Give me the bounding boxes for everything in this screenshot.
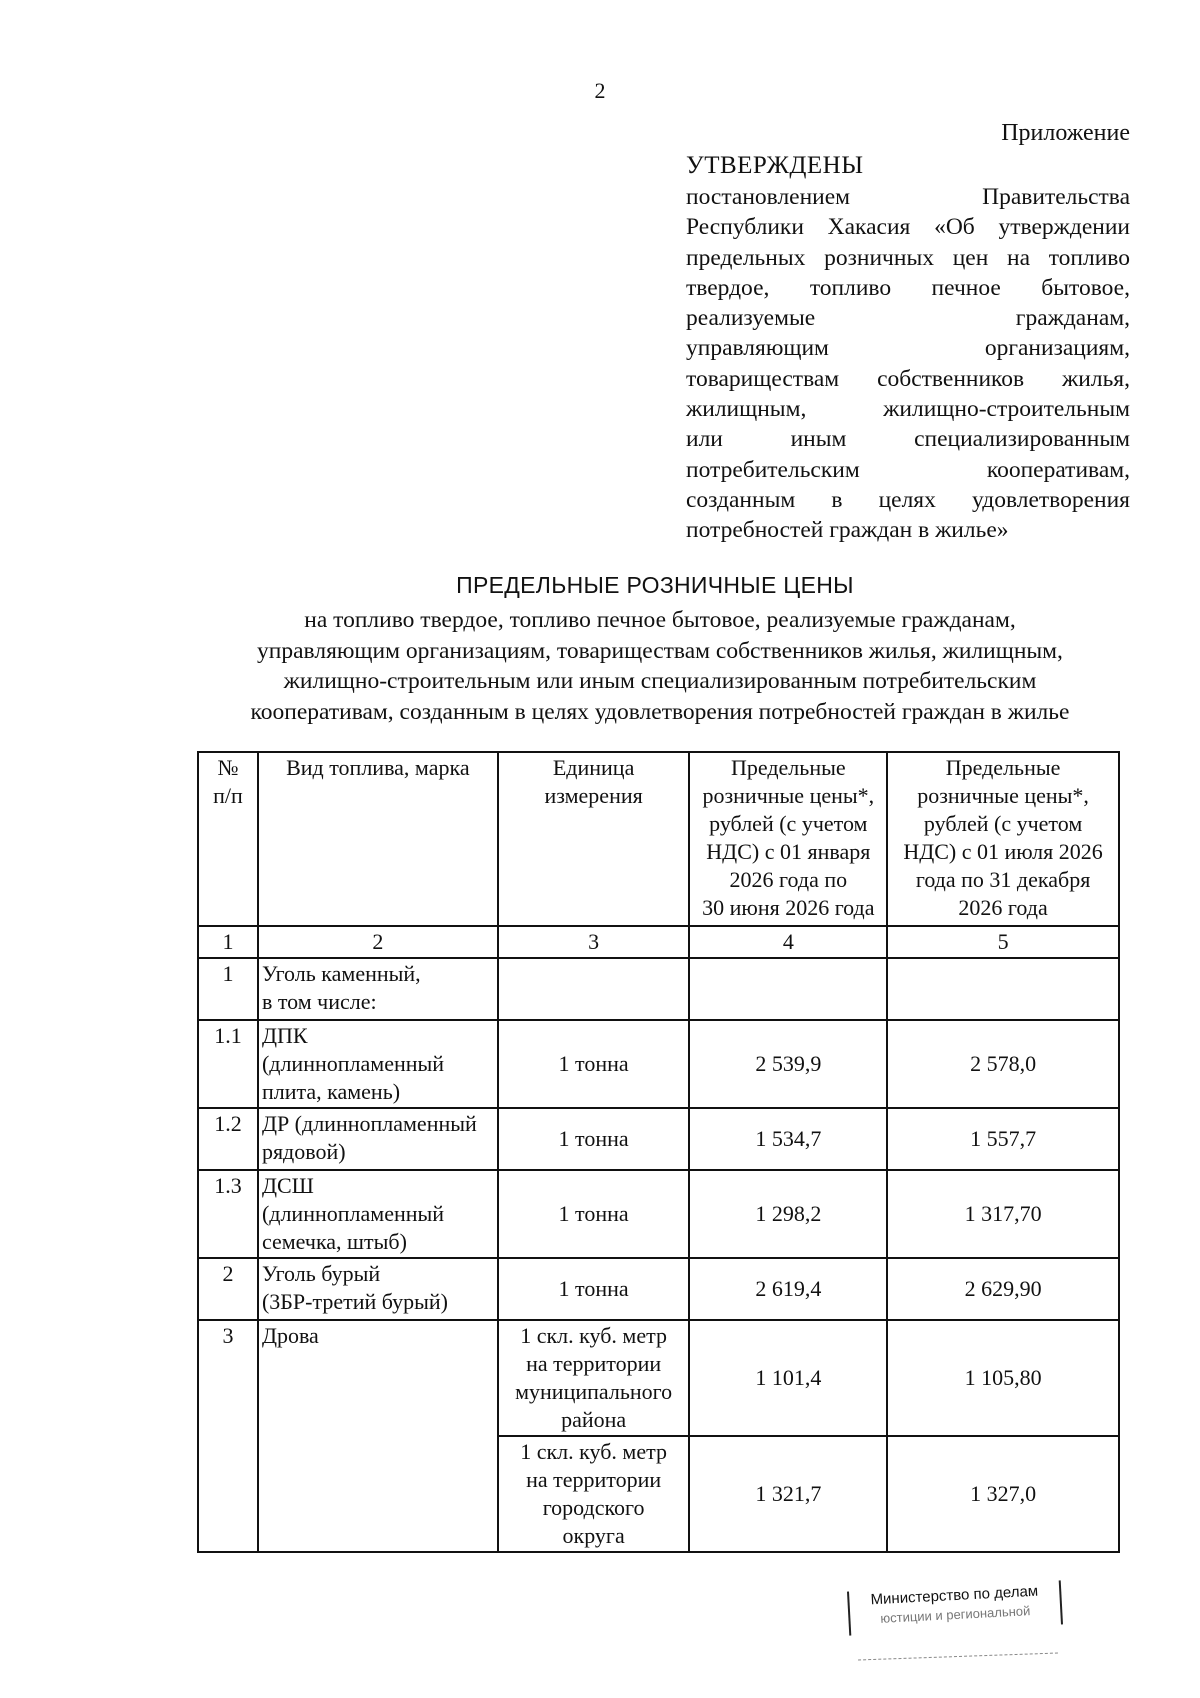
resolution-line: или иным специализированным [686, 426, 1130, 453]
fuel-name-line: ДСШ [261, 1173, 314, 1198]
stamp-line: юстиции и региональной [880, 1603, 1031, 1626]
header-number [198, 752, 258, 926]
document-subtitle [180, 605, 1140, 727]
header-text: 2026 года по [729, 867, 848, 892]
table-row [198, 1258, 1119, 1320]
column-number: 5 [887, 926, 1119, 958]
column-number-row [198, 926, 1119, 958]
header-text: 30 июня 2026 года [702, 895, 875, 920]
resolution-line: товариществам собственников жилья, [686, 365, 1130, 392]
fuel-name-line: ДПК [261, 1023, 308, 1048]
price-second-half: 1 327,0 [887, 1436, 1119, 1552]
fuel-name-line: семечка, штыб) [261, 1229, 407, 1254]
row-number: 1.1 [198, 1020, 258, 1108]
subtitle-line: на топливо твердое, топливо печное бытовое, реализуемые гражданам, [304, 607, 1016, 633]
header-text: рублей (с учетом [923, 811, 1083, 836]
unit-line: района [561, 1407, 627, 1432]
unit-cell: 1 тонна [498, 1020, 690, 1108]
column-number: 2 [258, 926, 498, 958]
price-second-half: 1 557,7 [887, 1108, 1119, 1170]
fuel-name-line: в том числе: [261, 989, 377, 1014]
header-text: розничные цены*, [917, 783, 1089, 808]
table-row [198, 1020, 1119, 1108]
row-number: 1.3 [198, 1170, 258, 1258]
fuel-name-line: Уголь бурый [261, 1261, 381, 1286]
unit-line: муниципального [515, 1379, 673, 1404]
header-text: НДС) с 01 января [706, 839, 871, 864]
table-row [198, 1170, 1119, 1258]
unit-cell [498, 1436, 690, 1552]
fuel-name-line: плита, камень) [261, 1079, 401, 1104]
resolution-line: предельных розничных цен на топливо [686, 244, 1130, 271]
header-text: п/п [213, 783, 243, 808]
header-text: рублей (с учетом [709, 811, 868, 836]
row-number: 2 [198, 1258, 258, 1320]
stamp-underline [858, 1653, 1058, 1661]
resolution-line: созданным в целях удовлетворения [686, 486, 1130, 513]
unit-line: 1 скл. куб. метр [520, 1439, 667, 1464]
header-text: Вид топлива, марка [286, 755, 470, 780]
resolution-line: жилищным, жилищно-строительным [686, 396, 1130, 423]
unit-cell [498, 1320, 690, 1436]
unit-line: 1 скл. куб. метр [520, 1323, 667, 1348]
fuel-name-line: (длиннопламенный [261, 1201, 445, 1226]
unit-cell [498, 958, 690, 1020]
fuel-name [258, 1020, 498, 1108]
fuel-name: Дрова [258, 1320, 498, 1552]
unit-line: на территории [526, 1351, 662, 1376]
fuel-name [258, 1108, 498, 1170]
price-second-half [887, 958, 1119, 1020]
unit-cell: 1 тонна [498, 1258, 690, 1320]
resolution-reference [686, 182, 1130, 546]
unit-cell: 1 тонна [498, 1108, 690, 1170]
header-text: Единица [552, 755, 635, 780]
row-number: 1 [198, 958, 258, 1020]
resolution-line: потребностей граждан в жилье» [686, 517, 1009, 544]
resolution-line: твердое, топливо печное бытовое, [686, 274, 1130, 301]
resolution-line: потребительским кооперативам, [686, 456, 1130, 483]
fuel-name [258, 1258, 498, 1320]
resolution-line: реализуемые гражданам, [686, 305, 1130, 332]
header-text: розничные цены*, [702, 783, 875, 808]
subtitle-line: жилищно-строительным или иным специализированным потребительским [283, 668, 1037, 694]
header-fuel-type [258, 752, 498, 926]
price-first-half: 1 101,4 [689, 1320, 887, 1436]
header-text: измерения [544, 783, 643, 808]
price-second-half: 2 578,0 [887, 1020, 1119, 1108]
subtitle-line: управляющим организациям, товариществам собственников жилья, жилищным, [257, 637, 1063, 664]
price-table [197, 751, 1120, 1553]
header-text: НДС) с 01 июля 2026 [903, 839, 1103, 864]
column-number: 4 [689, 926, 887, 958]
document-title: ПРЕДЕЛЬНЫЕ РОЗНИЧНЫЕ ЦЕНЫ [456, 572, 854, 598]
header-price-first-half [689, 752, 887, 926]
price-first-half: 1 298,2 [689, 1170, 887, 1258]
price-second-half: 2 629,90 [887, 1258, 1119, 1320]
price-second-half: 1 317,70 [887, 1170, 1119, 1258]
fuel-name [258, 1170, 498, 1258]
header-text: Предельные [730, 755, 846, 780]
fuel-name-line: (3БР-третий бурый) [261, 1289, 449, 1314]
row-number: 3 [198, 1320, 258, 1552]
ministry-stamp [847, 1580, 1063, 1635]
header-text: № [217, 755, 239, 780]
unit-line: округа [562, 1523, 625, 1548]
table-row [198, 1108, 1119, 1170]
resolution-line: постановлением Правительства [686, 184, 1130, 210]
price-first-half: 2 619,4 [689, 1258, 887, 1320]
header-unit [498, 752, 690, 926]
approved-label: УТВЕРЖДЕНЫ [686, 152, 864, 179]
header-text: года по 31 декабря [915, 867, 1091, 892]
column-number: 3 [498, 926, 690, 958]
price-first-half: 1 321,7 [689, 1436, 887, 1552]
unit-cell: 1 тонна [498, 1170, 690, 1258]
appendix-label: Приложение [1001, 120, 1130, 146]
price-second-half: 1 105,80 [887, 1320, 1119, 1436]
resolution-line: Республики Хакасия «Об утверждении [686, 214, 1130, 241]
unit-line: на территории [526, 1467, 662, 1492]
fuel-name-line: рядовой) [261, 1139, 346, 1164]
table-row [198, 1320, 1119, 1436]
unit-line: городского [542, 1495, 645, 1520]
price-first-half: 1 534,7 [689, 1108, 887, 1170]
price-first-half [689, 958, 887, 1020]
stamp-line: Министерство по делам [870, 1582, 1039, 1609]
header-text: 2026 года [958, 895, 1048, 920]
table-header-row [198, 752, 1119, 926]
page-number: 2 [594, 78, 606, 103]
row-number: 1.2 [198, 1108, 258, 1170]
fuel-name-line: ДР (длиннопламенный [261, 1111, 477, 1136]
fuel-name-line: Уголь каменный, [261, 961, 421, 986]
table-row [198, 958, 1119, 1020]
price-first-half: 2 539,9 [689, 1020, 887, 1108]
resolution-line: управляющим организациям, [686, 335, 1130, 362]
header-price-second-half [887, 752, 1119, 926]
subtitle-line: кооперативам, созданным в целях удовлетворения потребностей граждан в жилье [250, 698, 1070, 725]
fuel-name-line: (длиннопламенный [261, 1051, 445, 1076]
header-text: Предельные [945, 755, 1061, 780]
fuel-name [258, 958, 498, 1020]
column-number: 1 [198, 926, 258, 958]
